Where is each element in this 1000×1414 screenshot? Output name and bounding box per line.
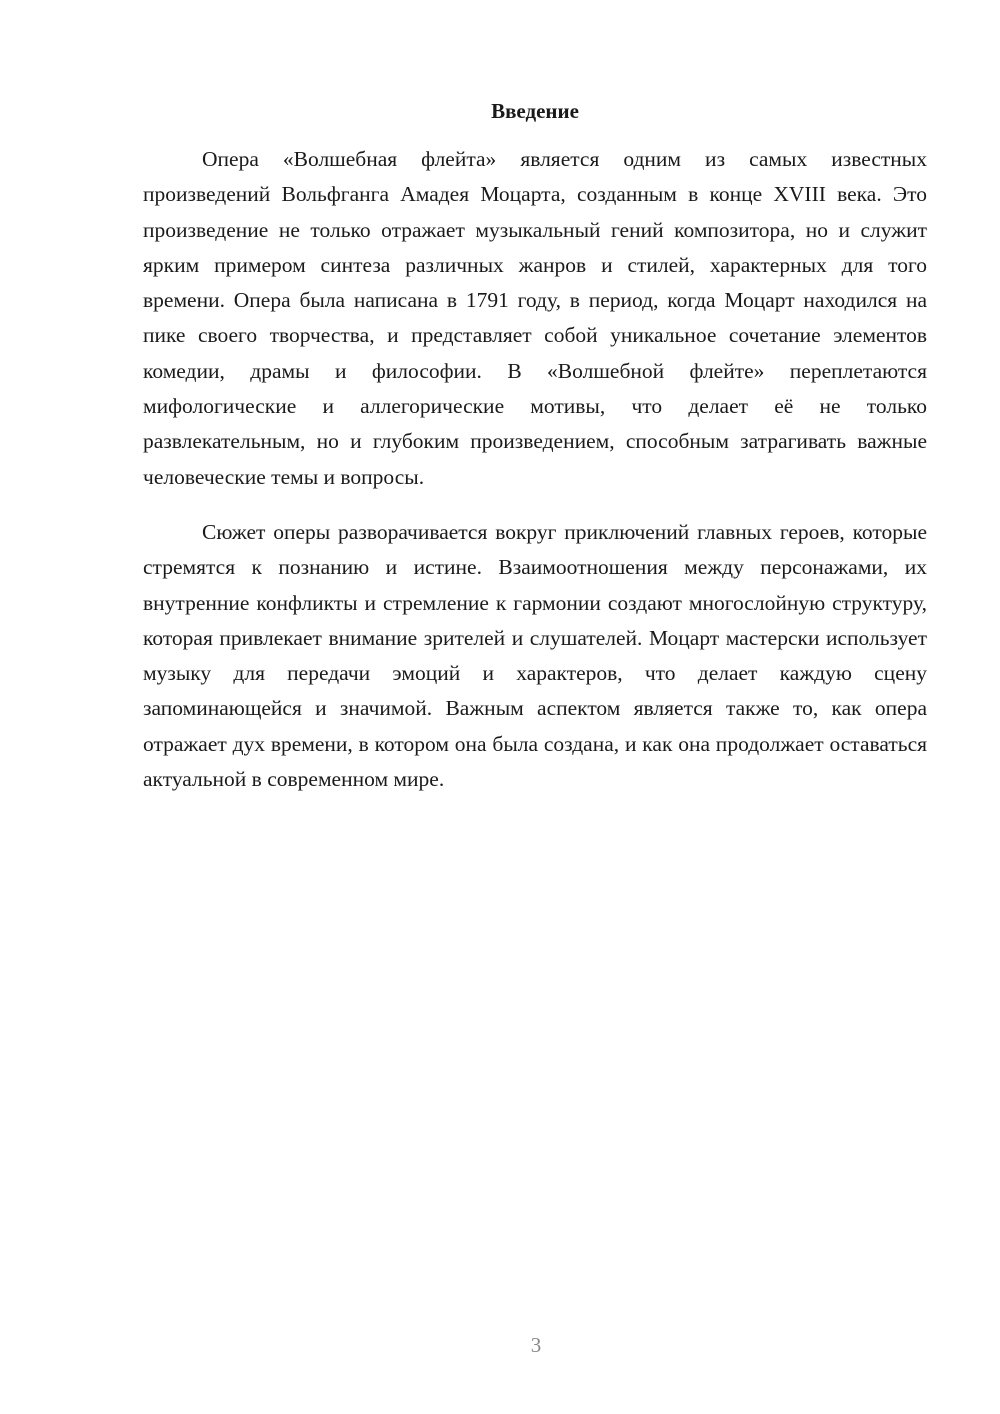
paragraph-2: Сюжет оперы разворачивается вокруг приключений главных героев, которые стремятся к познанию и истине. Взаимоотношения между персонажами, их внутренние конфликты и стремление к гармонии создают многослойную структуру, которая привлекает внимание зрителей и слушателей. Моцарт мастерски использует музыку для передачи эмоций и характеров, что делает каждую сцену запоминающейся и значимой. Важным аспектом является также то, как опера отражает дух времени, в котором она была создана, и как она продолжает оставаться актуальной в современном мире. [143, 519, 927, 792]
section-heading: Введение [491, 99, 579, 123]
document-body [143, 94, 927, 797]
page-number: 3 [530, 1333, 542, 1357]
paragraph-1: Опера «Волшебная флейта» является одним из самых известных произведений Вольфганга Амадея Моцарта, созданным в конце XVIII века. Это произведение не только отражает музыкальный гений композитора, но и служит ярким примером синтеза различных жанров и стилей, характерных для того времени. Опера была написана в 1791 году, в период, когда Моцарт находился на пике своего творчества, и представляет собой уникальное сочетание элементов комедии, драмы и философии. В «Волшебной флейте» переплетаются мифологические и аллегорические мотивы, что делает её не только развлекательным, но и глубоким произведением, способным затрагивать важные человеческие темы и вопросы. [143, 147, 927, 489]
